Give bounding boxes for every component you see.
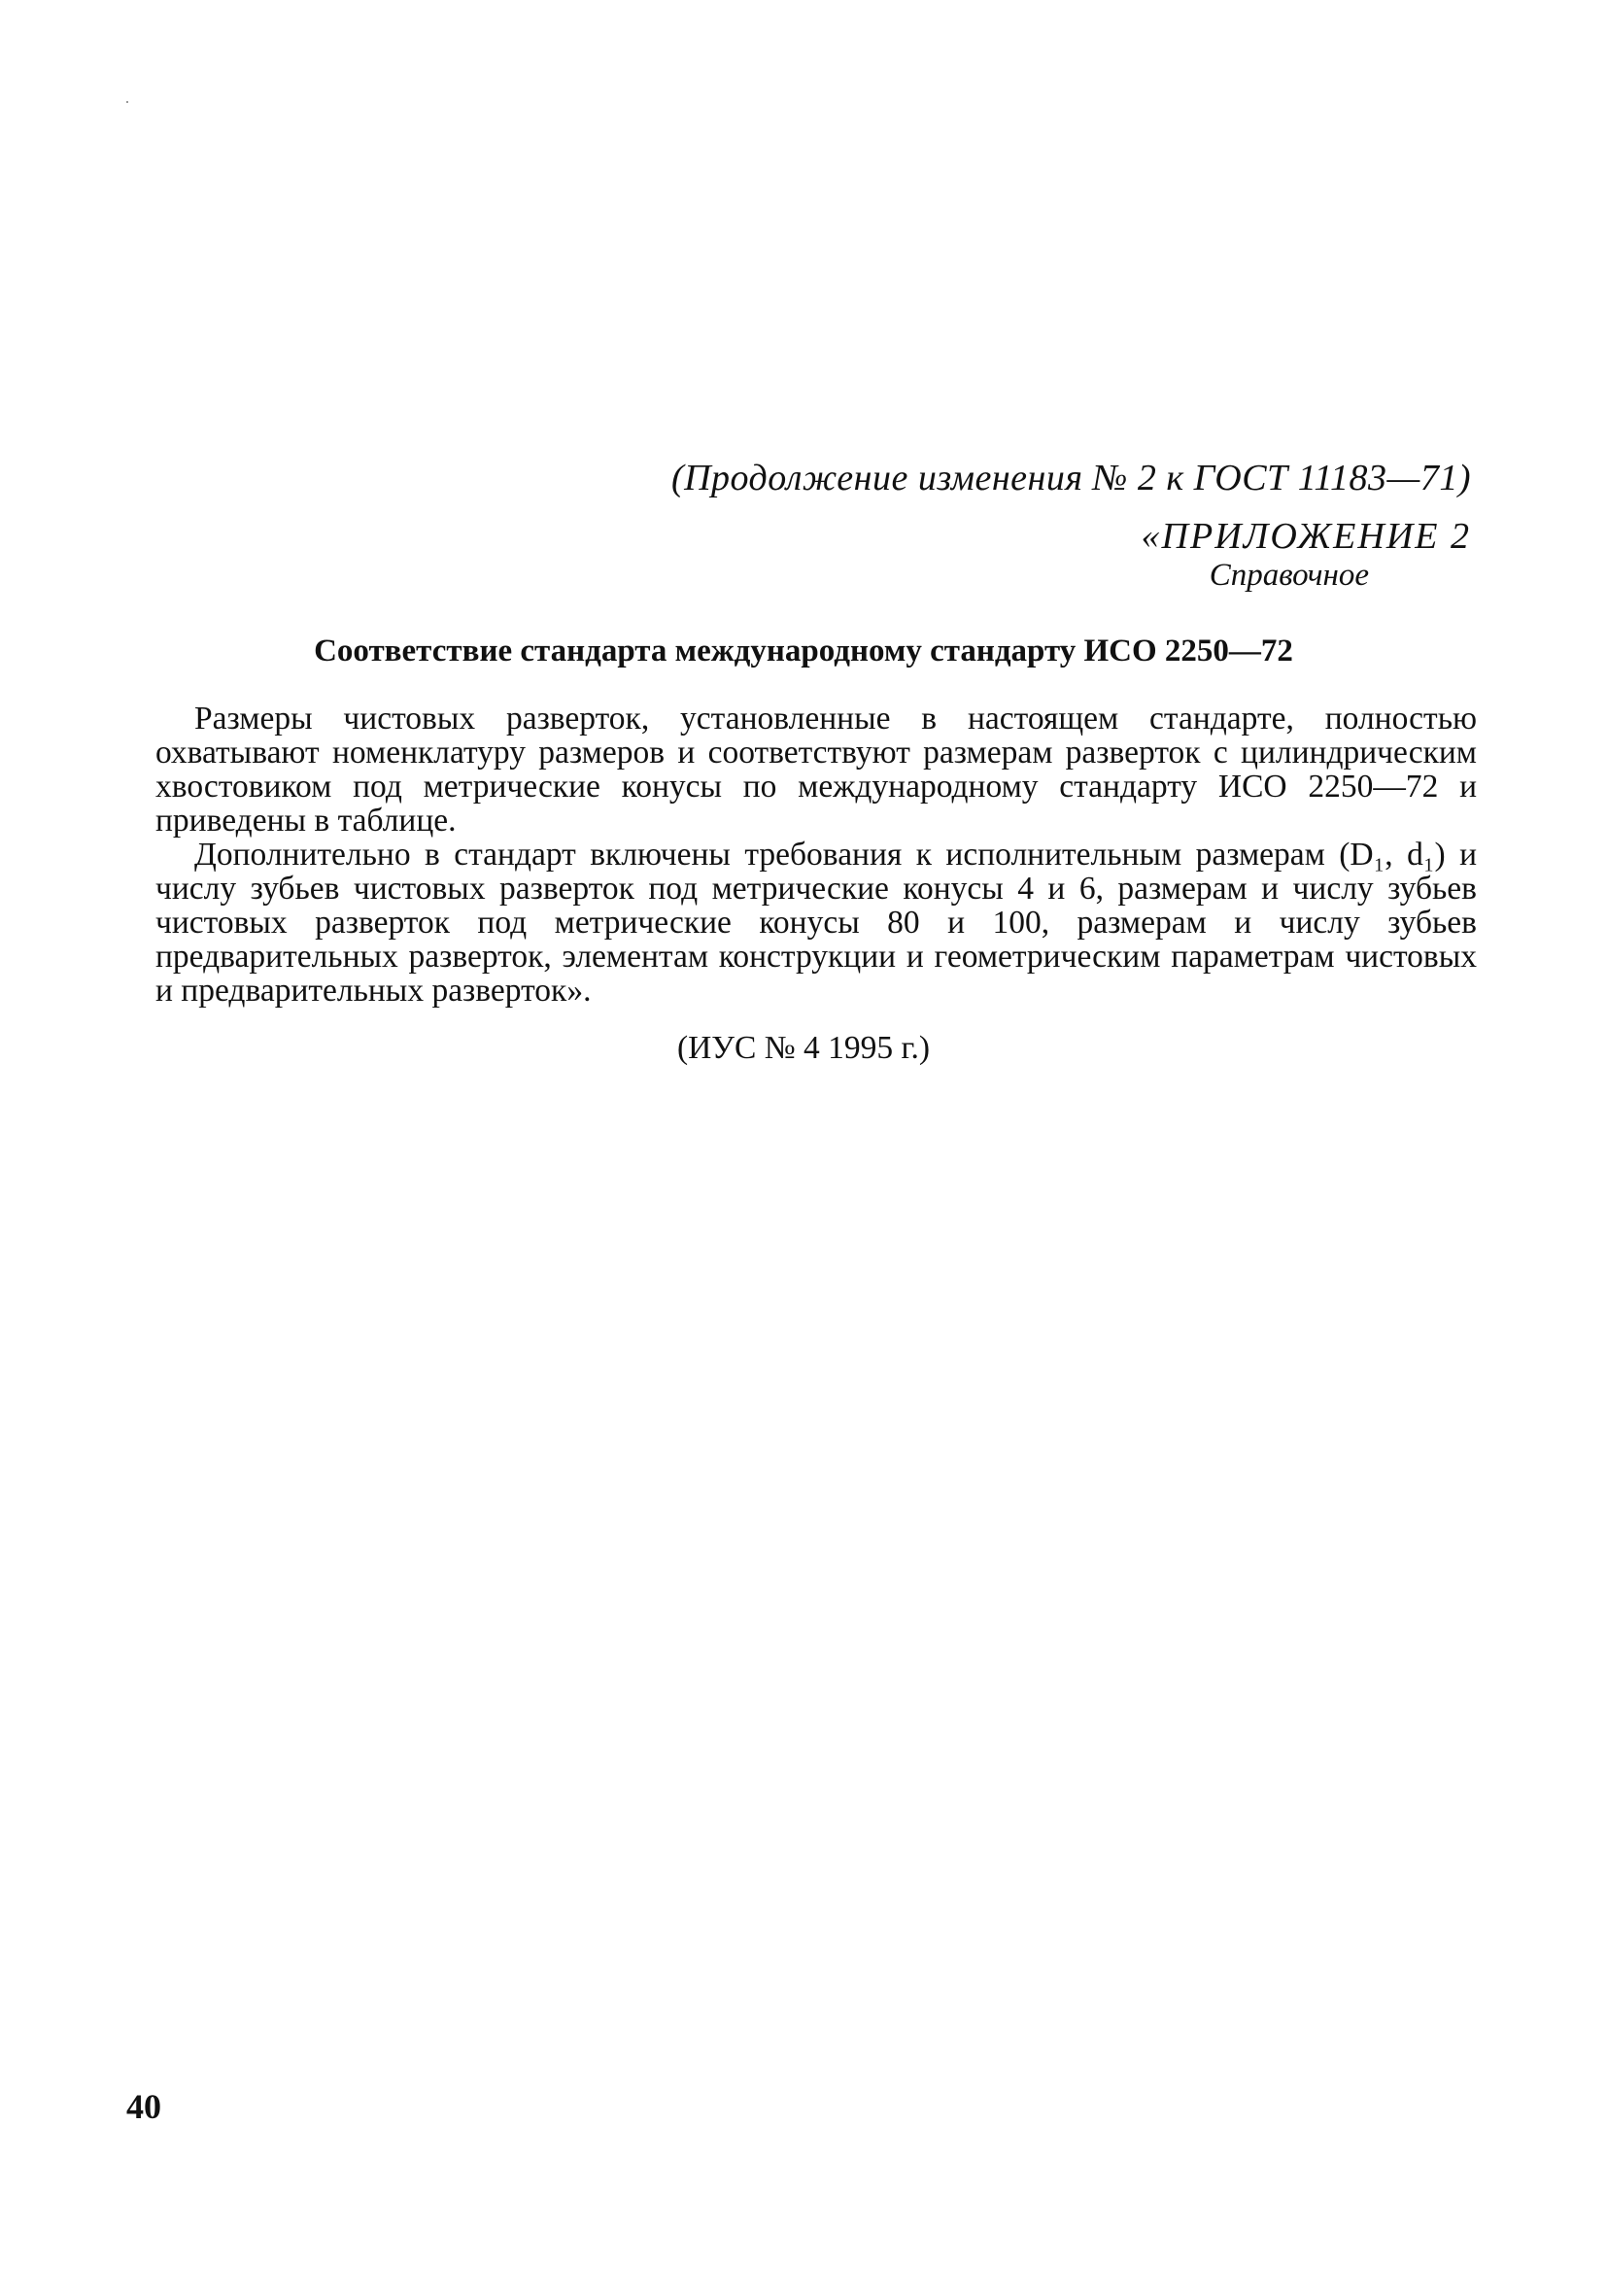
page-number: 40 [126,2087,161,2126]
paragraph-1: Размеры чистовых разверток, установленные в настоящем стандарте, полностью охватывают номенклатуру размеров и соответствуют размерам разверток с цилиндрическим хвостовиком под метрические конусы по международному стандарту ИСО 2250—72 и приведены в таблице. [155,701,1477,839]
publication-reference: (ИУС № 4 1995 г.) [676,1030,931,1066]
section-heading: Соответствие стандарта международному стандарту ИСО 2250—72 [314,634,1293,668]
appendix-subtitle: Справочное [1209,558,1369,593]
scan-speck [126,101,128,103]
appendix-title: «ПРИЛОЖЕНИЕ 2 [1141,516,1471,557]
paragraph-2: Дополнительно в стандарт включены требования к исполнительным размерам (D₁, d₁) и числу зубьев чистовых разверток под метрические конусы 4 и 6, размерам и числу зубьев чистовых разверток под метрические конусы 80 и 100, размерам и числу зубьев предварительных разверток, элементам конструкции и геометрическим параметрам чистовых и предварительных разверток». [155,837,1477,1009]
amendment-continuation-header: (Продолжение изменения № 2 к ГОСТ 11183—71) [670,458,1471,498]
body-text [155,702,1477,1008]
